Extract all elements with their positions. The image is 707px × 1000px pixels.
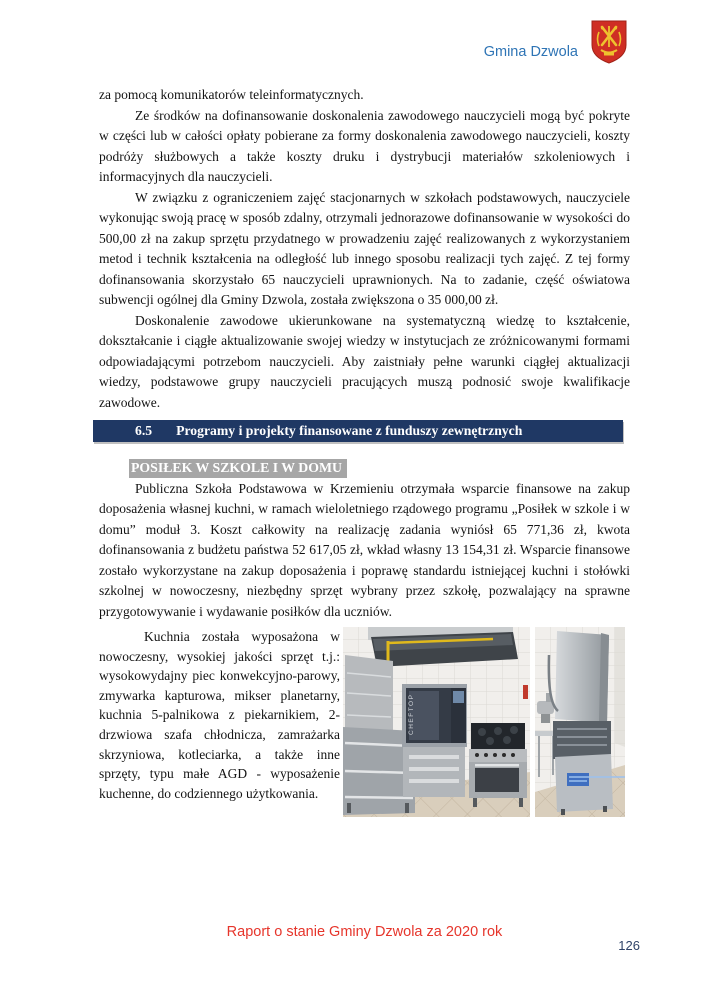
- paragraph: Ze środków na dofinansowanie doskonalenia zawodowego nauczycieli mogą być pokryte w części lub w całości opłaty pobierane za formy doskonalenia zawodowego nauczycieli, koszty podróży służbowych a także koszty druku i dystrybucji materiałów szkoleniowych i informacyjnych dla nauczycieli.: [99, 107, 630, 184]
- section-number: 6.5: [135, 423, 153, 438]
- section-title: Programy i projekty finansowane z funduszy zewnętrznych: [176, 423, 523, 438]
- coat-of-arms-icon: [590, 20, 628, 64]
- paragraph: W związku z ograniczeniem zajęć stacjonarnych w szkołach podstawowych, nauczyciele wykonując swoją pracę w sposób zdalny, otrzymali jednorazowe dofinansowanie w wysokości do 500,00 zł na zakup sprzętu przydatnego w prowadzeniu zajęć realizowanych z wykorzystaniem metod i technik kształcenia na odległość lub innego sposobu realizacji tych zajęć. Z tej formy dofinansowania skorzystało 65 nauczycieli uprawnionych. Na to zadanie, część oświatowa subwencji ogólnej dla Gminy Dzwola, została zwiększona o 35 000,00 zł.: [99, 189, 630, 307]
- paragraph: Publiczna Szkoła Podstawowa w Krzemieniu otrzymała wsparcie finansowe na zakup doposażenia własnej kuchni, w ramach wieloletniego rządowego programu „Posiłek w szkole i w domu” moduł 3. Koszt całkowity na realizację zadania wyniósł 65 771,36 zł, kwota dofinansowania z budżetu państwa 52 617,05 zł, wkład własny 13 154,31 zł. Wsparcie finansowe zostało wykorzystane na zakup doposażenia i poprawę standardu istniejącej kuchni i stołówki szkolnej w nowoczesny, niezbędny sprzęt wybrany przez szkołę, pozwalający na sprawne przygotowywanie i wydawanie posiłków dla uczniów.: [99, 480, 630, 619]
- paragraph: Doskonalenie zawodowe ukierunkowane na systematyczną wiedzę to kształcenie, dokształcanie i ciągłe aktualizowanie swojej wiedzy w instytucjach ze zróżnicowanymi formami odpowiadającymi potrzebom nauczycieli. Aby zaistniały pełne warunki ciągłej aktualizacji wiedzy, podstawowe grupy nauczycieli pracujących muszą podnosić swoje kwalifikacje zawodowe.: [99, 312, 630, 410]
- section-heading-bar: [93, 420, 623, 442]
- kitchen-photo-left: [343, 627, 530, 817]
- document-body: [99, 85, 630, 817]
- oven-brand-label: CHEFTOP: [408, 693, 415, 735]
- header-org-name: Gmina Dzwola: [483, 44, 578, 60]
- page-number: 126: [618, 938, 640, 953]
- kitchen-text-column: [99, 627, 340, 803]
- subsection-heading: POSIŁEK W SZKOLE I W DOMU: [129, 459, 347, 478]
- paragraph: Kuchnia została wyposażona w nowoczesny, wysokiej jakości sprzęt t.j.: wysokowydajny piec konwekcyjno-parowy, zmywarka kapturowa, mikser planetarny, kuchnia 5-palnikowa z piekarnikiem, 2-drzwiowa szafa chłodnicza, zamrażarka skrzyniowa, kotleciarka, a także inne sprzęty, typu małe AGD - wyposażenie kuchenne, do codziennego użytkowania.: [99, 629, 340, 801]
- kitchen-photo-right: [535, 627, 625, 817]
- kitchen-equipment-photo: [343, 627, 625, 817]
- footer-report-title: Raport o stanie Gminy Dzwola za 2020 rok: [226, 924, 503, 940]
- paragraph: za pomocą komunikatorów teleinformatycznych.: [99, 87, 364, 102]
